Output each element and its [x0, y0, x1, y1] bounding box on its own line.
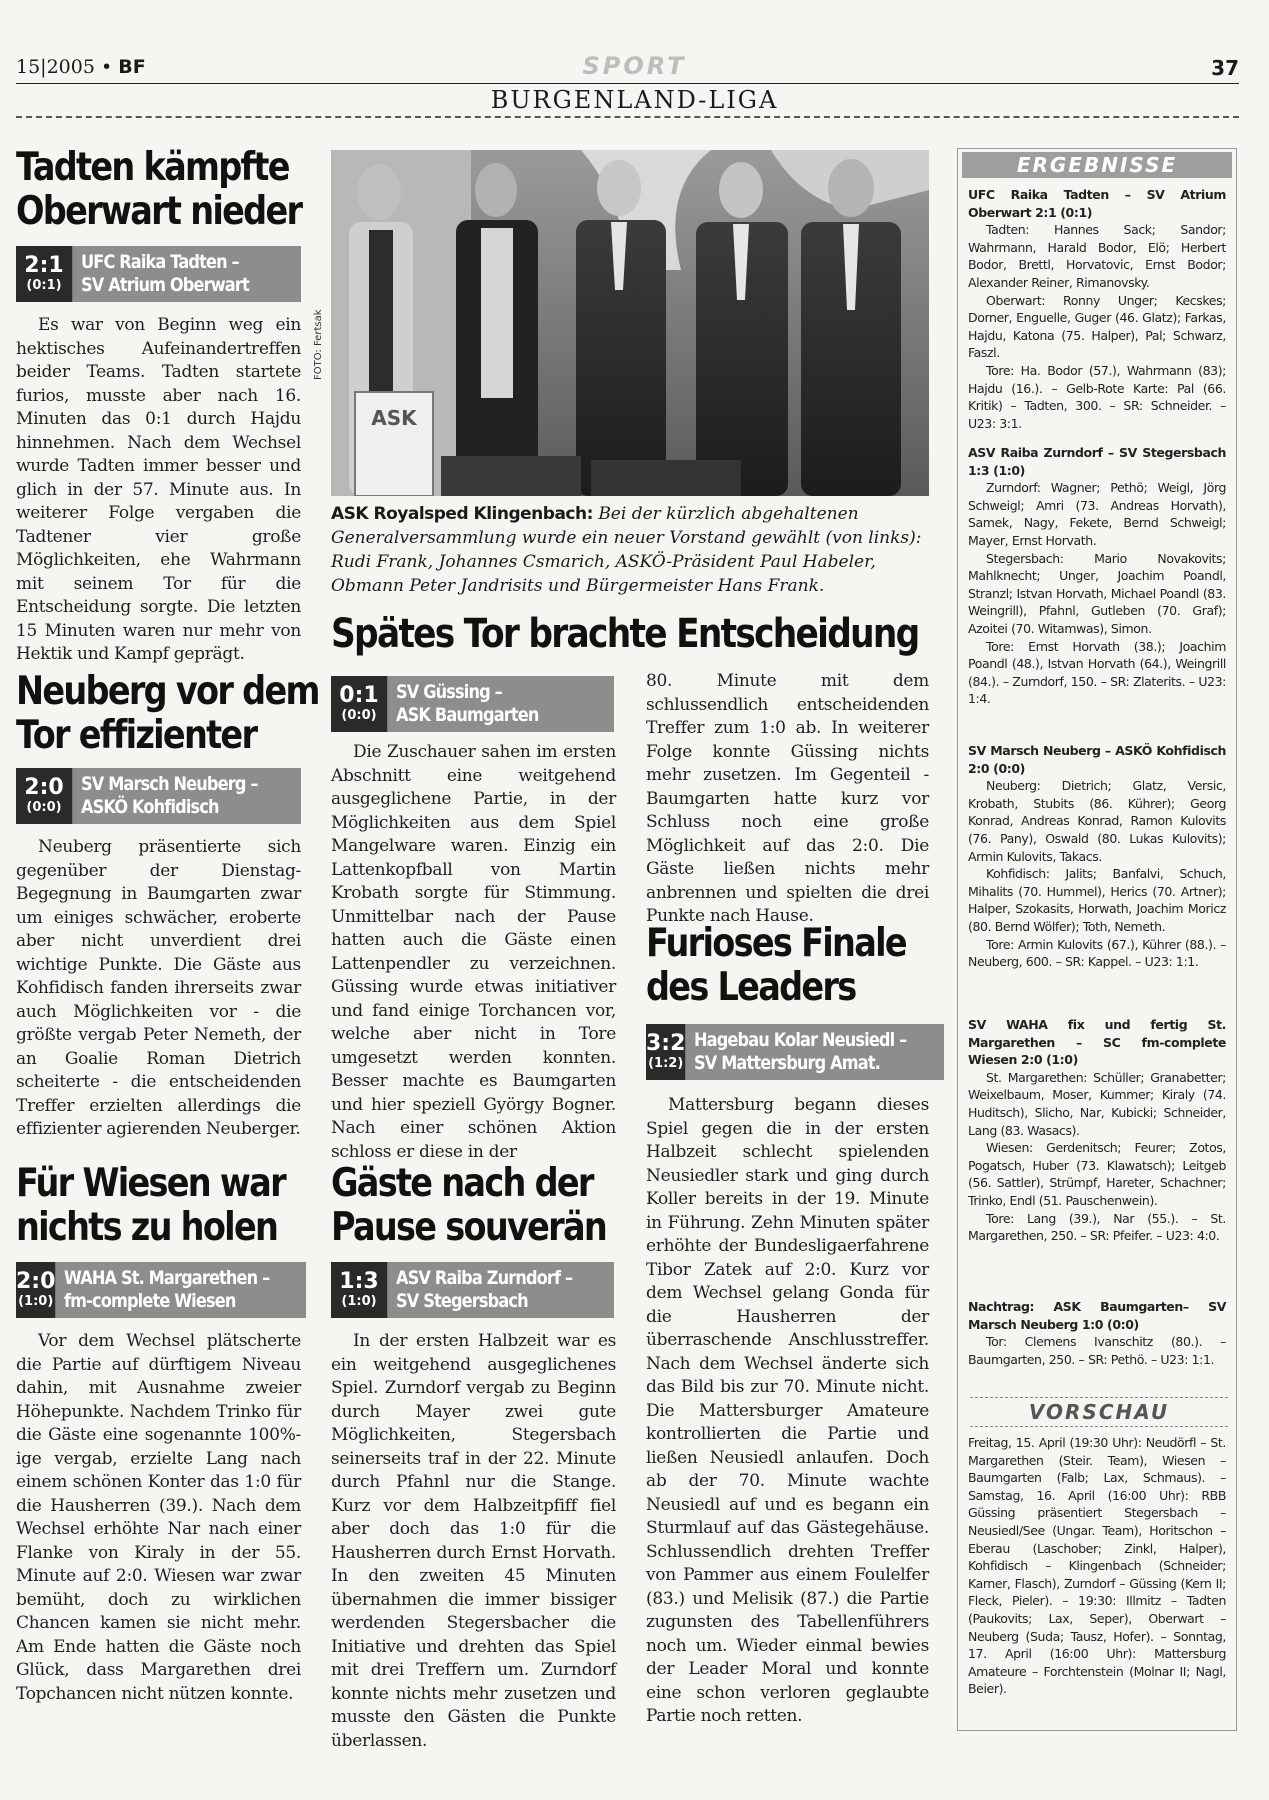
article-body [331, 1330, 616, 1753]
paragraph: Mattersburg begann dieses Spiel gegen die in der ersten Halbzeit schlecht spielenden Neusiedler stark und ging durch Koller bereits in der 19. Minute in Führung. Zehn Minuten später erhöhte der Bundesligaerfahrene Tibor Zatek auf 2:0. Kurz vor dem Wechsel gelang Gonda für die Hausherren der überraschende Anschlusstreffer. Nach dem Wechsel änderte sich das Bild bis zur 70. Minute nicht. Die Mattersburger Amateure kontrollierten die Partie und ließen Neusiedl anlaufen. Doch ab der 70. Minute wachte Neusiedl auf und es begann ein Sturmlauf auf das Gästegehäuse. Schlussendlich drehten Treffer von Pammer aus einem Foulelfer (83.) und Melisik (87.) die Partie zugunsten des Tabellenführers noch um. Wieder einmal bewies der Leader Moral und konnte eine schon verloren geglaubte Partie noch retten. [646, 1095, 929, 1726]
article-body [646, 1094, 929, 1729]
pennant-text: ASK [371, 406, 417, 430]
photo-credit: FOTO: Fertsak [313, 309, 324, 380]
results-title: ERGEBNISSE [962, 152, 1232, 178]
result-match: SV Marsch Neuberg – ASKÖ Kohfidisch 2:0 (0:0) [968, 743, 1226, 776]
final-score: 3:2 [646, 1031, 686, 1056]
score-box [16, 1262, 301, 1318]
half-time-score: (1:0) [341, 1294, 377, 1309]
lineup-home: St. Margarethen: Schüller; Granabetter; Weixelbaum, Moser, Kummer; Kiraly (74. Huditsch), Slicho, Nar, Kubicki; Schneider, Lang (83. Wasacs). [968, 1069, 1226, 1138]
article-body [16, 1330, 301, 1706]
paragraph: Neuberg präsentierte sich gegenüber der Dienstag-Begegnung in Baumgarten zwar um einiges schwächer, eroberte aber nicht unverdient drei wichtige Punkte. Die Gäste aus Kohfidisch fanden ihrerseits zwar auch Möglichkeiten vor - die größte vergab Peter Nemeth, der an Goalie Roman Dietrich scheiterte - die entscheidenden Treffer erzielten allerdings die effizienter agierenden Neuberger. [16, 837, 301, 1139]
score [331, 676, 388, 732]
teams [73, 246, 301, 302]
result-match: Nachtrag: ASK Baumgarten– SV Marsch Neuberg 1:0 (0:0) [968, 1299, 1226, 1332]
half-time-score: (0:1) [26, 278, 62, 293]
headline-line: Tadten kämpfte [16, 145, 289, 190]
headline-line: Für Wiesen war [16, 1161, 285, 1206]
article-headline: Spätes Tor brachte Entscheidung [331, 611, 919, 657]
preview-block [968, 1434, 1226, 1698]
home-team: UFC Raika Tadten – [81, 251, 239, 273]
article-headline [331, 1162, 606, 1250]
result-match: ASV Raiba Zurndorf – SV Stegersbach 1:3 (1:0) [968, 445, 1226, 478]
half-time-score: (0:0) [26, 800, 62, 815]
score-box [16, 246, 301, 302]
away-team: SV Atrium Oberwart [81, 274, 249, 296]
header-rule [16, 83, 1239, 84]
headline-line: des Leaders [646, 965, 856, 1010]
home-team: WAHA St. Margarethen – [64, 1267, 270, 1289]
publication-name: BF [118, 56, 146, 78]
headline-line: Neuberg vor dem [16, 669, 319, 714]
lineup-home: Zurndorf: Wagner; Pethö; Weigl, Jörg Schweigl; Amri (73. Andreas Horvath), Samek, Nagy, Fekete, Bernd Schweigl; Mayer, Ernst Horvath. [968, 480, 1226, 548]
page-number: 37 [1211, 56, 1239, 80]
result-block [968, 444, 1226, 708]
score [16, 246, 73, 302]
score [331, 1262, 388, 1318]
paragraph: 80. Minute mit dem schlussendlich entscheidenden Treffer zum 1:0 ab. In weiterer Folge konnte Güssing nichts mehr zusetzen. Im Gegenteil - Baumgarten hatte kurz vor Schluss noch eine große Möglichkeit auf das 2:0. Die Gäste ließen nichts mehr anbrennen und spielten die drei Punkte nach Hause. [646, 671, 929, 926]
lineup-away: Wiesen: Gerdenitsch; Feurer; Zotos, Pogatsch, Huber (73. Klawatsch); Leitgeb (56. Sattler), Strümpf, Hareter, Schachner; Trinko, Endl (51. Pauschenwein). [968, 1140, 1226, 1208]
home-team: SV Güssing – [396, 681, 502, 703]
final-score: 2:0 [24, 775, 64, 800]
half-time-score: (1:0) [18, 1294, 54, 1309]
headline-line: Tor effizienter [16, 713, 257, 758]
lineup-home: Neuberg: Dietrich; Glatz, Versic, Krobath, Stubits (86. Kührer); Georg Konrad, Andreas Konrad, Ramon Kulovits (76. Pany), Oswald (80. Lukas Kulovits); Armin Kulovits, Takacs. [968, 778, 1226, 864]
away-team: SV Mattersburg Amat. [694, 1052, 881, 1074]
away-team: fm-complete Wiesen [64, 1290, 236, 1312]
lineup-away: Stegersbach: Mario Novakovits; Mahlknecht; Unger, Joachim Poandl, Stranzl; Istvan Horvath, Michael Poandl (83. Weingrill), Pfahnl, Gutleben (70. Graf); Azoitei (70. Witamwas), Simon. [968, 550, 1226, 636]
home-team: Hagebau Kolar Neusiedl – [694, 1029, 907, 1051]
away-team: SV Stegersbach [396, 1290, 528, 1312]
result-block [968, 742, 1226, 971]
headline-line: nichts zu holen [16, 1205, 278, 1250]
goals-info: Tore: Ha. Bodor (57.), Wahrmann (83); Hajdu (16.). – Gelb-Rote Karte: Pal (66. Kritik) – Tadten, 300. – SR: Schneider. – U23: 3:1. [968, 362, 1226, 431]
goals-info: Tore: Ernst Horvath (38.); Joachim Poandl (48.), Istvan Horvath (64.), Weingrill (84.). – Zurndorf, 150. – SR: Zlaterits. – U23: 1:4. [968, 638, 1226, 707]
result-block [968, 186, 1226, 432]
issue-number: 15|2005 [16, 56, 95, 78]
score-box [331, 1262, 614, 1318]
away-team: ASK Baumgarten [396, 704, 539, 726]
goals-info: Tore: Armin Kulovits (67.), Kührer (88.). – Neuberg, 600. – SR: Kappel. – U23: 1:1. [968, 936, 1226, 970]
photo-caption [331, 502, 929, 598]
lineup-away: Kohfidisch: Jalits; Banfalvi, Schuch, Mihalits (70. Hummel), Herics (70. Artner); Halper, Szokasits, Horwath, Joachim Moricz (80. Bernd Wölfer); Toth, Nemeth. [968, 866, 1226, 934]
article-headline [16, 1162, 285, 1250]
teams [56, 1262, 306, 1318]
teams [686, 1024, 944, 1080]
caption-club: ASK Royalsped Klingenbach: [331, 504, 593, 524]
article-body [16, 314, 301, 667]
home-team: SV Marsch Neuberg – [81, 773, 258, 795]
header-divider [16, 116, 1239, 118]
section-title: SPORT [582, 52, 687, 80]
team-photo [331, 150, 929, 496]
result-block [968, 1016, 1226, 1245]
issue-info: 15|2005 • BF [16, 56, 146, 78]
half-time-score: (0:0) [341, 708, 377, 723]
article-body [16, 836, 301, 1142]
score-box [331, 676, 614, 732]
score-box [646, 1024, 929, 1080]
headline-line: Oberwart nieder [16, 189, 302, 234]
caption-text: Bei der kürzlich abgehaltenen Generalversammlung wurde ein neuer Vorstand gewählt (von links): Rudi Frank, Johannes Csmarich, ASKÖ-Präsident Paul Habeler, Obmann Peter Jandrisits und Bürgermeister Hans Frank. [331, 504, 922, 596]
paragraph: In der ersten Halbzeit war es ein weitgehend ausgeglichenes Spiel. Zurndorf vergab zu Beginn durch Mayer zwei gute Möglichkeiten, Stegersbach seinerseits traf in der 22. Minute durch Pfahnl nur die Stange. Kurz vor dem Halbzeitpfiff fiel aber doch das 1:0 für die Hausherren durch Ernst Horvath. In den zweiten 45 Minuten übernahmen die immer bissiger werdenden Stegersbacher die Initiative und drehten das Spiel mit drei Treffern um. Zurndorf konnte nichts mehr zusetzen und musste den Gästen die Punkte überlassen. [331, 1331, 616, 1751]
article-headline [16, 146, 301, 234]
subsection-title: BURGENLAND-LIGA [490, 86, 779, 114]
article-body [331, 741, 616, 1164]
final-score: 1:3 [339, 1269, 379, 1294]
half-time-score: (1:2) [648, 1056, 684, 1071]
headline-line: Furioses Finale [646, 921, 906, 966]
final-score: 2:1 [24, 253, 64, 278]
teams [73, 768, 301, 824]
goals-info: Tor: Clemens Ivanschitz (80.). – Baumgarten, 250. – SR: Pethö. – U23: 1:1. [968, 1334, 1226, 1367]
score [646, 1024, 686, 1080]
photo-illustration [331, 150, 929, 496]
result-match: SV WAHA fix und fertig St. Margarethen – SC fm-complete Wiesen 2:0 (1:0) [968, 1017, 1226, 1068]
home-team: ASV Raiba Zurndorf – [396, 1267, 573, 1289]
lineup-home: Tadten: Hannes Sack; Sandor; Wahrmann, Harald Bodor, Elö; Herbert Bodor, Brettl, Horvatovic, Ernst Bodor; Alexander Reiner, Rimanovsky. [968, 222, 1226, 290]
article-headline [646, 922, 906, 1010]
paragraph: Es war von Beginn weg ein hektisches Aufeinandertreffen beider Teams. Tadten startete furios, musste aber nach 16. Minuten das 0:1 durch Hajdu hinnehmen. Nach dem Wechsel wurde Tadten immer besser und glich in der 57. Minute aus. In weiterer Folge vergaben die Tadtener vier große Möglichkeiten, ehe Wahrmann mit seinem Tor für die Entscheidung sorgte. Die letzten 15 Minuten waren nur mehr von Hektik und Kampf geprägt. [16, 315, 301, 664]
result-block [968, 1298, 1226, 1368]
headline-line: Gäste nach der [331, 1161, 593, 1206]
article-headline [16, 670, 319, 758]
lineup-away: Oberwart: Ronny Unger; Kecskes; Dorner, Enguelle, Guger (46. Glatz); Farkas, Hajdu, Katona (75. Halper), Pal; Schwarz, Faszl. [968, 292, 1226, 361]
headline-line: Pause souverän [331, 1205, 607, 1250]
goals-info: Tore: Lang (39.), Nar (55.). – St. Margarethen, 250. – SR: Pfeifer. – U23: 4:0. [968, 1210, 1226, 1244]
preview-text: Freitag, 15. April (19:30 Uhr): Neudörfl – St. Margarethen (Steir. Team), Wiesen – Baumgarten (Falb; Lax, Schmaus). – Samstag, 16. April (16:00 Uhr): RBB Güssing präsentiert Stegersbach – Neusiedl/See (Ungar. Team), Horitschon – Eberau (Laschober; Zinkl, Halper), Kohfidisch – Klingenbach (Schneider; Karner, Flasch), Zurndorf – Güssing (Kern II; Fleck, Pieler). – 19:30: Illmitz – Tadten (Paukovits; Lax, Seper), Oberwart – Neuberg (Suda; Tausz, Hofer). – Sonntag, 17. April (16:00 Uhr): Mattersburg Amateure – Forchtenstein (Molnar II; Nagl, Beier). [968, 1435, 1226, 1697]
preview-title: VORSCHAU [970, 1397, 1228, 1427]
score [16, 768, 73, 824]
score-box [16, 768, 301, 824]
score [16, 1262, 56, 1318]
final-score: 0:1 [339, 683, 379, 708]
result-match: UFC Raika Tadten – SV Atrium Oberwart 2:1 (0:1) [968, 187, 1226, 220]
away-team: ASKÖ Kohfidisch [81, 796, 219, 818]
paragraph: Die Zuschauer sahen im ersten Abschnitt eine weitgehend ausgeglichene Partie, in der Möglichkeiten aus dem Spiel Mangelware waren. Einzig ein Lattenkopfball von Martin Krobath sorgte für Stimmung. Unmittelbar nach der Pause hatten auch die Gäste einen Lattenpendler zu verzeichnen. Güssing wurde etwas initiativer und fand einige Torchancen vor, welche aber nicht in Tore umgesetzt werden konnten. Besser machte es Baumgarten und hier speziell György Bogner. Nach einer schönen Aktion schloss er diese in der [331, 742, 616, 1162]
teams [388, 1262, 614, 1318]
final-score: 2:0 [16, 1269, 56, 1294]
teams [388, 676, 614, 732]
article-body-continued [646, 670, 929, 929]
paragraph: Vor dem Wechsel plätscherte die Partie auf dürftigem Niveau dahin, mit Ausnahme zweier Höhepunkte. Nachdem Trinko für die Gäste eine sogenannte 100%-ige vergab, erzielte Lang nach einem schönen Konter das 1:0 für die Hausherren (39.). Nach dem Wechsel erhöhte Nar nach einer Flanke von Kiraly in der 55. Minute auf 2:0. Wiesen war zwar bemüht, doch zu wirklichen Chancen kamen sie nicht mehr. Am Ende hatten die Gäste noch Glück, dass Margarethen drei Topchancen nicht nützen konnte. [16, 1331, 301, 1704]
